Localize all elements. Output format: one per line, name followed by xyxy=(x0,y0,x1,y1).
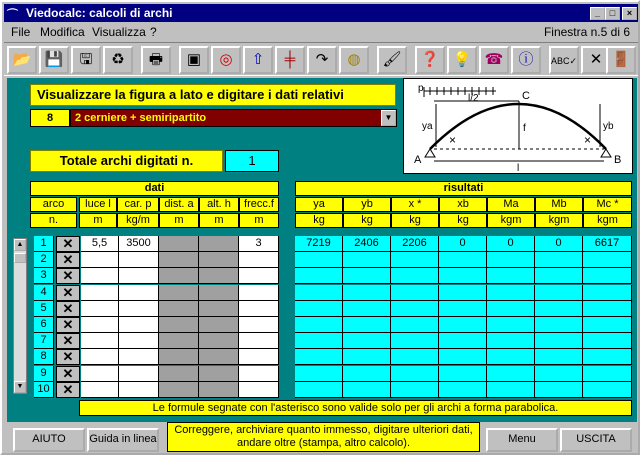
input-frecc[interactable] xyxy=(239,268,279,284)
input-luce[interactable] xyxy=(81,285,119,301)
input-alt xyxy=(199,349,239,365)
input-alt xyxy=(199,285,239,301)
dati-unit: kg/m xyxy=(117,213,159,228)
input-luce[interactable] xyxy=(81,333,119,349)
input-frecc[interactable] xyxy=(239,317,279,333)
table-row xyxy=(7,382,637,398)
brush-icon[interactable]: 🖌 xyxy=(377,46,407,74)
menu-visualizza[interactable]: Visualizza xyxy=(92,25,146,39)
input-car[interactable] xyxy=(119,382,159,398)
menu-help[interactable]: ? xyxy=(150,25,157,39)
input-luce[interactable] xyxy=(81,268,119,284)
figure-select[interactable] xyxy=(70,109,397,127)
toolbar xyxy=(4,42,638,76)
risultati-unit: kg xyxy=(439,213,487,228)
menu-button[interactable]: Menu xyxy=(486,428,558,452)
result-x xyxy=(391,268,439,284)
app-icon[interactable]: ⌒ xyxy=(7,9,18,21)
input-luce[interactable] xyxy=(81,349,119,365)
close-x-icon[interactable]: ✕ xyxy=(581,46,611,74)
result-yb: 2406 xyxy=(343,236,391,252)
result-mb xyxy=(535,382,583,398)
dati-unit: m xyxy=(239,213,279,228)
table-row xyxy=(7,252,637,268)
input-dist xyxy=(159,252,199,268)
result-x xyxy=(391,285,439,301)
total-value: 1 xyxy=(225,150,279,172)
result-mc xyxy=(583,268,632,284)
result-mb xyxy=(535,333,583,349)
delete-row-icon[interactable]: ✕ xyxy=(56,317,80,333)
label-c: C xyxy=(522,90,530,102)
row-number[interactable]: 5 xyxy=(34,301,54,317)
result-ya: 7219 xyxy=(295,236,343,252)
input-alt xyxy=(199,317,239,333)
input-dist xyxy=(159,333,199,349)
result-xb xyxy=(439,285,487,301)
risultati-unit: kg xyxy=(343,213,391,228)
result-mb: 0 xyxy=(535,236,583,252)
input-frecc[interactable] xyxy=(239,252,279,268)
input-dist xyxy=(159,382,199,398)
result-xb xyxy=(439,333,487,349)
result-yb xyxy=(343,382,391,398)
dati-header: car. p xyxy=(117,197,159,212)
risultati-unit: kgm xyxy=(583,213,632,228)
spellcheck-icon[interactable]: ABC✓ xyxy=(549,46,579,74)
uscita-button[interactable]: USCITA xyxy=(560,428,632,452)
delete-row-icon[interactable]: ✕ xyxy=(56,285,80,301)
input-frecc[interactable] xyxy=(239,349,279,365)
label-l: l xyxy=(517,163,520,174)
result-ma xyxy=(487,317,535,333)
result-yb xyxy=(343,317,391,333)
result-ma xyxy=(487,301,535,317)
result-ya xyxy=(295,317,343,333)
risultati-header: Mc * xyxy=(583,197,632,212)
total-label: Totale archi digitati n. xyxy=(30,150,223,172)
delete-row-icon[interactable]: ✕ xyxy=(56,349,80,365)
result-yb xyxy=(343,301,391,317)
result-x xyxy=(391,366,439,382)
status-message xyxy=(167,422,480,452)
delete-row-icon[interactable]: ✕ xyxy=(56,268,80,284)
input-luce[interactable] xyxy=(81,301,119,317)
table-row xyxy=(7,366,637,382)
input-dist xyxy=(159,301,199,317)
result-ma xyxy=(487,252,535,268)
risultati-header: xb xyxy=(439,197,487,212)
menu-bar xyxy=(4,23,638,41)
input-luce[interactable] xyxy=(81,382,119,398)
row-number[interactable]: 9 xyxy=(34,366,54,382)
dati-unit: m xyxy=(79,213,117,228)
window-counter: Finestra n.5 di 6 xyxy=(543,25,630,39)
input-frecc[interactable] xyxy=(239,382,279,398)
dati-title: dati xyxy=(30,181,279,196)
result-mc: 6617 xyxy=(583,236,632,252)
save-as-icon[interactable]: 🖫 xyxy=(71,46,101,74)
input-alt xyxy=(199,366,239,382)
risultati-header: Mb xyxy=(535,197,583,212)
result-x xyxy=(391,252,439,268)
risultati-unit: kgm xyxy=(535,213,583,228)
result-mc xyxy=(583,382,632,398)
delete-row-icon[interactable]: ✕ xyxy=(56,333,80,349)
input-car[interactable]: 3500 xyxy=(119,236,159,252)
result-yb xyxy=(343,285,391,301)
input-frecc[interactable] xyxy=(239,333,279,349)
svg-text:×: × xyxy=(449,133,457,147)
result-ma xyxy=(487,349,535,365)
aiuto-button[interactable]: AIUTO xyxy=(13,428,85,452)
result-xb xyxy=(439,382,487,398)
info-icon[interactable]: ⓘ xyxy=(511,46,541,74)
calculator-icon[interactable]: ▣ xyxy=(179,46,209,74)
result-xb xyxy=(439,301,487,317)
input-alt xyxy=(199,268,239,284)
result-ya xyxy=(295,285,343,301)
row-number[interactable]: 7 xyxy=(34,333,54,349)
guida-button[interactable]: Guida in linea xyxy=(87,428,159,452)
result-yb xyxy=(343,333,391,349)
result-x xyxy=(391,333,439,349)
row-number[interactable]: 1 xyxy=(34,236,54,252)
input-car[interactable] xyxy=(119,285,159,301)
delete-row-icon[interactable]: ✕ xyxy=(56,252,80,268)
exit-icon[interactable]: 🚪 xyxy=(606,46,636,74)
input-dist xyxy=(159,285,199,301)
row-number[interactable]: 3 xyxy=(34,268,54,284)
recycle-icon[interactable]: ♻ xyxy=(103,46,133,74)
risultati-unit: kg xyxy=(391,213,439,228)
result-ma xyxy=(487,333,535,349)
figure-number[interactable]: 8 xyxy=(30,109,70,127)
arch-figure xyxy=(404,79,634,175)
row-number[interactable]: 2 xyxy=(34,252,54,268)
svg-text:×: × xyxy=(584,133,592,147)
result-mc xyxy=(583,252,632,268)
table-row xyxy=(7,317,637,333)
risultati-header: ya xyxy=(295,197,343,212)
result-mb xyxy=(535,301,583,317)
phone-icon[interactable]: ☎ xyxy=(479,46,509,74)
table-row xyxy=(7,301,637,317)
risultati-title: risultati xyxy=(295,181,632,196)
input-car[interactable] xyxy=(119,252,159,268)
result-yb xyxy=(343,349,391,365)
input-dist xyxy=(159,366,199,382)
dati-header: dist. a xyxy=(159,197,199,212)
input-alt xyxy=(199,236,239,252)
scroll-thumb[interactable] xyxy=(14,253,26,263)
input-dist xyxy=(159,268,199,284)
result-ma: 0 xyxy=(487,236,535,252)
print-icon[interactable]: 🖶 xyxy=(141,46,171,74)
result-ya xyxy=(295,252,343,268)
risultati-header: yb xyxy=(343,197,391,212)
result-ma xyxy=(487,382,535,398)
label-p: p xyxy=(418,83,424,94)
delete-row-icon[interactable]: ✕ xyxy=(56,366,80,382)
result-mb xyxy=(535,366,583,382)
delete-row-icon[interactable]: ✕ xyxy=(56,301,80,317)
input-alt xyxy=(199,333,239,349)
dati-unit: n. xyxy=(30,213,77,228)
input-car[interactable] xyxy=(119,366,159,382)
result-ya xyxy=(295,301,343,317)
result-mc xyxy=(583,285,632,301)
scroll-down-icon[interactable]: ▼ xyxy=(14,381,26,393)
rows-scrollbar[interactable] xyxy=(13,238,27,394)
figure-select-value: 2 cerniere + semiripartito xyxy=(75,112,207,124)
maximize-button[interactable]: □ xyxy=(605,7,620,20)
redo-icon[interactable]: ↷ xyxy=(307,46,337,74)
result-x xyxy=(391,349,439,365)
chart-icon[interactable]: ╪ xyxy=(275,46,305,74)
delete-row-icon[interactable]: ✕ xyxy=(56,382,80,398)
table-row xyxy=(7,236,637,252)
status-line-2: andare oltre (stampa, altro calcolo). xyxy=(236,437,411,449)
menu-modifica[interactable]: Modifica xyxy=(40,25,85,39)
result-x xyxy=(391,317,439,333)
input-car[interactable] xyxy=(119,268,159,284)
result-mc xyxy=(583,317,632,333)
result-mc xyxy=(583,333,632,349)
close-button[interactable]: × xyxy=(622,7,637,20)
input-dist xyxy=(159,317,199,333)
globe-icon[interactable]: ◍ xyxy=(339,46,369,74)
result-ya xyxy=(295,366,343,382)
dati-header: alt. h xyxy=(199,197,239,212)
menu-file[interactable]: File xyxy=(11,25,31,39)
input-dist xyxy=(159,349,199,365)
result-xb xyxy=(439,252,487,268)
title-bar xyxy=(4,4,638,22)
input-dist xyxy=(159,236,199,252)
result-xb xyxy=(439,317,487,333)
input-alt xyxy=(199,382,239,398)
result-xb: 0 xyxy=(439,236,487,252)
result-ya xyxy=(295,349,343,365)
result-yb xyxy=(343,252,391,268)
dati-unit: m xyxy=(159,213,199,228)
result-x xyxy=(391,301,439,317)
risultati-unit: kgm xyxy=(487,213,535,228)
result-mb xyxy=(535,317,583,333)
open-icon[interactable]: 📂 xyxy=(7,46,37,74)
result-ya xyxy=(295,382,343,398)
dati-unit: m xyxy=(199,213,239,228)
result-mc xyxy=(583,366,632,382)
result-xb xyxy=(439,366,487,382)
help-icon[interactable]: ❓ xyxy=(415,46,445,74)
label-b: B xyxy=(614,154,622,166)
input-frecc[interactable] xyxy=(239,285,279,301)
formula-note: Le formule segnate con l'asterisco sono valide solo per gli archi a forma parabolica. xyxy=(79,400,632,416)
row-number[interactable]: 6 xyxy=(34,317,54,333)
up-arrow-icon[interactable]: ⇧ xyxy=(243,46,273,74)
input-luce[interactable]: 5,5 xyxy=(81,236,119,252)
arch-diagram xyxy=(403,78,633,174)
result-ma xyxy=(487,268,535,284)
result-ya xyxy=(295,333,343,349)
label-yb: yb xyxy=(603,121,614,132)
row-number[interactable]: 10 xyxy=(34,382,54,398)
result-yb xyxy=(343,366,391,382)
instruction-label: Visualizzare la figura a lato e digitare i dati relativi xyxy=(30,84,396,106)
dati-header: frecc.f xyxy=(239,197,279,212)
main-panel xyxy=(7,78,637,422)
risultati-unit: kg xyxy=(295,213,343,228)
table-row xyxy=(7,349,637,365)
lightbulb-icon[interactable]: 💡 xyxy=(447,46,477,74)
input-luce[interactable] xyxy=(81,366,119,382)
label-ya: ya xyxy=(422,121,433,132)
row-number[interactable]: 4 xyxy=(34,285,54,301)
input-frecc[interactable]: 3 xyxy=(239,236,279,252)
input-luce[interactable] xyxy=(81,317,119,333)
result-x: 2206 xyxy=(391,236,439,252)
table-row xyxy=(7,285,637,301)
result-ma xyxy=(487,366,535,382)
window-title: Viedocalc: calcoli di archi xyxy=(26,6,173,20)
dati-header: arco xyxy=(30,197,77,212)
input-frecc[interactable] xyxy=(239,366,279,382)
input-car[interactable] xyxy=(119,317,159,333)
result-yb xyxy=(343,268,391,284)
status-line-1: Correggere, archiviare quanto immesso, digitare ulteriori dati, xyxy=(174,424,473,436)
result-mc xyxy=(583,349,632,365)
result-mb xyxy=(535,285,583,301)
result-mc xyxy=(583,301,632,317)
result-x xyxy=(391,382,439,398)
result-mb xyxy=(535,268,583,284)
result-xb xyxy=(439,349,487,365)
result-mb xyxy=(535,349,583,365)
row-number[interactable]: 8 xyxy=(34,349,54,365)
result-xb xyxy=(439,268,487,284)
minimize-button[interactable]: _ xyxy=(590,7,605,20)
label-a: A xyxy=(414,154,422,166)
table-row xyxy=(7,268,637,284)
result-ma xyxy=(487,285,535,301)
table-row xyxy=(7,333,637,349)
input-alt xyxy=(199,301,239,317)
result-ya xyxy=(295,268,343,284)
target-icon[interactable]: ◎ xyxy=(211,46,241,74)
input-frecc[interactable] xyxy=(239,301,279,317)
input-car[interactable] xyxy=(119,301,159,317)
label-f: f xyxy=(523,123,526,134)
delete-row-icon[interactable]: ✕ xyxy=(56,236,80,252)
scroll-up-icon[interactable]: ▲ xyxy=(14,239,26,251)
result-mb xyxy=(535,252,583,268)
save-icon[interactable]: 💾 xyxy=(39,46,69,74)
input-car[interactable] xyxy=(119,349,159,365)
label-half: l/2 xyxy=(468,93,479,104)
risultati-header: Ma xyxy=(487,197,535,212)
chevron-down-icon[interactable]: ▼ xyxy=(381,110,396,126)
input-luce[interactable] xyxy=(81,252,119,268)
risultati-header: x * xyxy=(391,197,439,212)
dati-header: luce l xyxy=(79,197,117,212)
input-alt xyxy=(199,252,239,268)
input-car[interactable] xyxy=(119,333,159,349)
